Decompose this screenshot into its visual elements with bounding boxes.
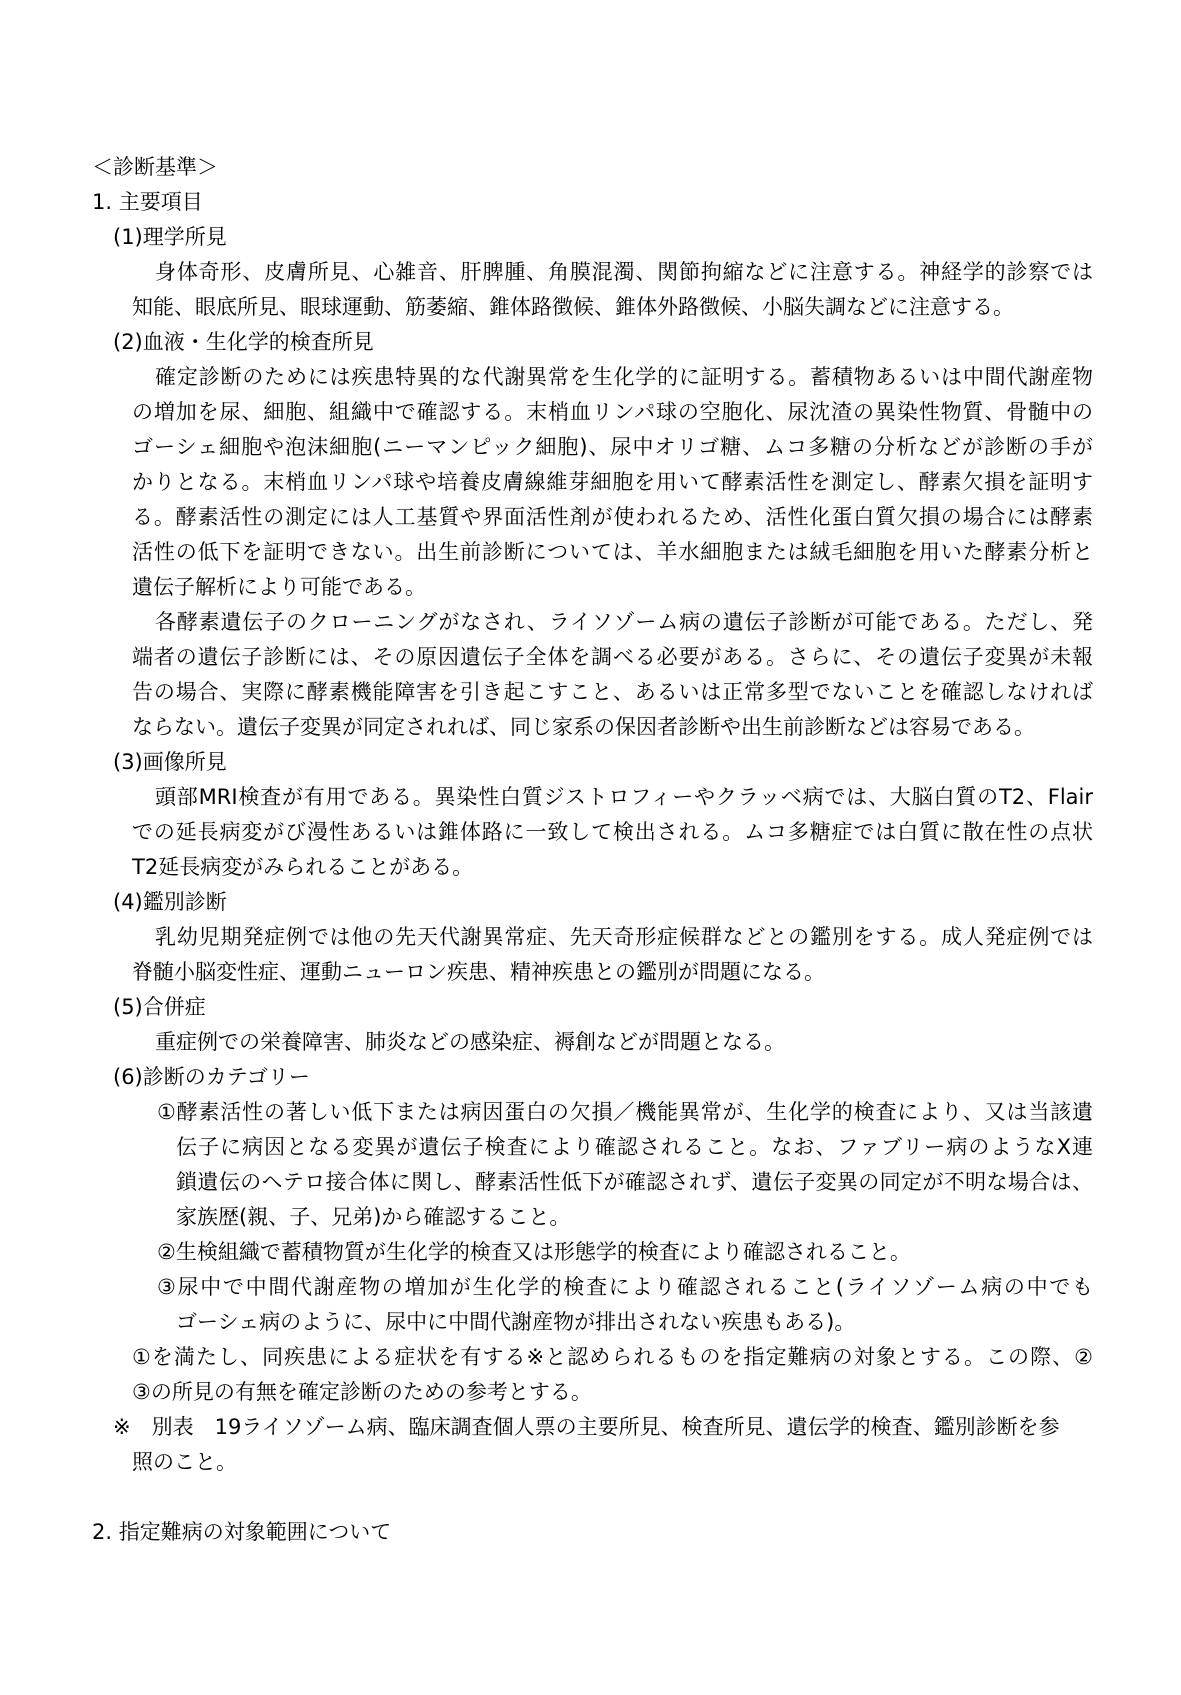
paragraph-line: 重症例での栄養障害、肺炎などの感染症、褥創などが問題となる。 [155, 1030, 785, 1054]
paragraph-line: 告の場合、実際に酵素機能障害を引き起こすこと、あるいは正常多型でないことを確認しなければ [132, 680, 1093, 704]
category-item: ①酵素活性の著しい低下または病因蛋白の欠損／機能異常が、生化学的検査により、又は当該遺 [157, 1100, 1093, 1124]
paragraph-line: 端者の遺伝子診断には、その原因遺伝子全体を調べる必要がある。さらに、その遺伝子変異が未報 [132, 645, 1093, 669]
category-item: ③尿中で中間代謝産物の増加が生化学的検査により確認されること(ライソゾーム病の中でも [157, 1275, 1093, 1299]
paragraph-line: での延長病変がび漫性あるいは錐体路に一致して検出される。ムコ多糖症では白質に散在性の点状 [132, 820, 1093, 844]
category-item-line: 伝子に病因となる変異が遺伝子検査により確認されること。なお、ファブリー病のようなX連 [176, 1135, 1093, 1159]
paragraph-line: 頭部MRI検査が有用である。異染性白質ジストロフィーやクラッベ病では、大脳白質のT2、Flair [155, 785, 1093, 809]
subsection-heading: (6)診断のカテゴリー [113, 1065, 310, 1089]
note-line: ※ 別表 19ライソゾーム病、臨床調査個人票の主要所見、検査所見、遺伝学的検査、鑑別診断を参 [113, 1415, 1060, 1439]
paragraph-line: 知能、眼底所見、眼球運動、筋萎縮、錐体路徴候、錐体外路徴候、小脳失調などに注意する。 [132, 295, 1014, 319]
paragraph-line: る。酵素活性の測定には人工基質や界面活性剤が使われるため、活性化蛋白質欠損の場合には酵素 [132, 505, 1093, 529]
category-item-line: 家族歴(親、子、兄弟)から確認すること。 [176, 1205, 571, 1229]
section-heading: ＜診断基準＞ [92, 155, 218, 179]
subsection-heading: (1)理学所見 [113, 225, 227, 249]
category-item: ②生検組織で蓄積物質が生化学的検査又は形態学的検査により確認されること。 [157, 1240, 911, 1264]
note-line: 照のこと。 [132, 1450, 237, 1474]
paragraph-line: ③の所見の有無を確定診断のための参考とする。 [132, 1380, 592, 1404]
category-item-line: ゴーシェ病のように、尿中に中間代謝産物が排出されない疾患もある)。 [176, 1310, 856, 1334]
paragraph-line: ゴーシェ細胞や泡沫細胞(ニーマンピック細胞)、尿中オリゴ糖、ムコ多糖の分析などが診断の手が [132, 435, 1093, 459]
paragraph-line: 各酵素遺伝子のクローニングがなされ、ライソゾーム病の遺伝子診断が可能である。ただし、発 [155, 610, 1093, 634]
subsection-heading: (2)血液・生化学的検査所見 [113, 330, 374, 354]
paragraph-line: ①を満たし、同疾患による症状を有する※と認められるものを指定難病の対象とする。この際、② [132, 1345, 1093, 1369]
paragraph-line: の増加を尿、細胞、組織中で確認する。末梢血リンパ球の空胞化、尿沈渣の異染性物質、骨髄中の [132, 400, 1093, 424]
item-heading: 2. 指定難病の対象範囲について [92, 1520, 392, 1544]
paragraph-line: T2延長病変がみられることがある。 [132, 855, 474, 879]
paragraph-line: 乳幼児期発症例では他の先天代謝異常症、先天奇形症候群などとの鑑別をする。成人発症例では [155, 925, 1093, 949]
paragraph-line: 脊髄小脳変性症、運動ニューロン疾患、精神疾患との鑑別が問題になる。 [132, 960, 825, 984]
subsection-heading: (4)鑑別診断 [113, 890, 227, 914]
paragraph-line: ならない。遺伝子変異が同定されれば、同じ家系の保因者診断や出生前診断などは容易である。 [132, 715, 1035, 739]
item-heading: 1. 主要項目 [92, 190, 203, 214]
category-item-line: 鎖遺伝のヘテロ接合体に関し、酵素活性低下が確認されず、遺伝子変異の同定が不明な場合は、 [176, 1170, 1093, 1194]
paragraph-line: 身体奇形、皮膚所見、心雑音、肝脾腫、角膜混濁、関節拘縮などに注意する。神経学的診察では [155, 260, 1093, 284]
subsection-heading: (3)画像所見 [113, 750, 227, 774]
paragraph-line: 遺伝子解析により可能である。 [132, 575, 426, 599]
paragraph-line: かりとなる。末梢血リンパ球や培養皮膚線維芽細胞を用いて酵素活性を測定し、酵素欠損を証明す [132, 470, 1093, 494]
paragraph-line: 確定診断のためには疾患特異的な代謝異常を生化学的に証明する。蓄積物あるいは中間代謝産物 [155, 365, 1093, 389]
subsection-heading: (5)合併症 [113, 995, 206, 1019]
paragraph-line: 活性の低下を証明できない。出生前診断については、羊水細胞または絨毛細胞を用いた酵素分析と [132, 540, 1093, 564]
